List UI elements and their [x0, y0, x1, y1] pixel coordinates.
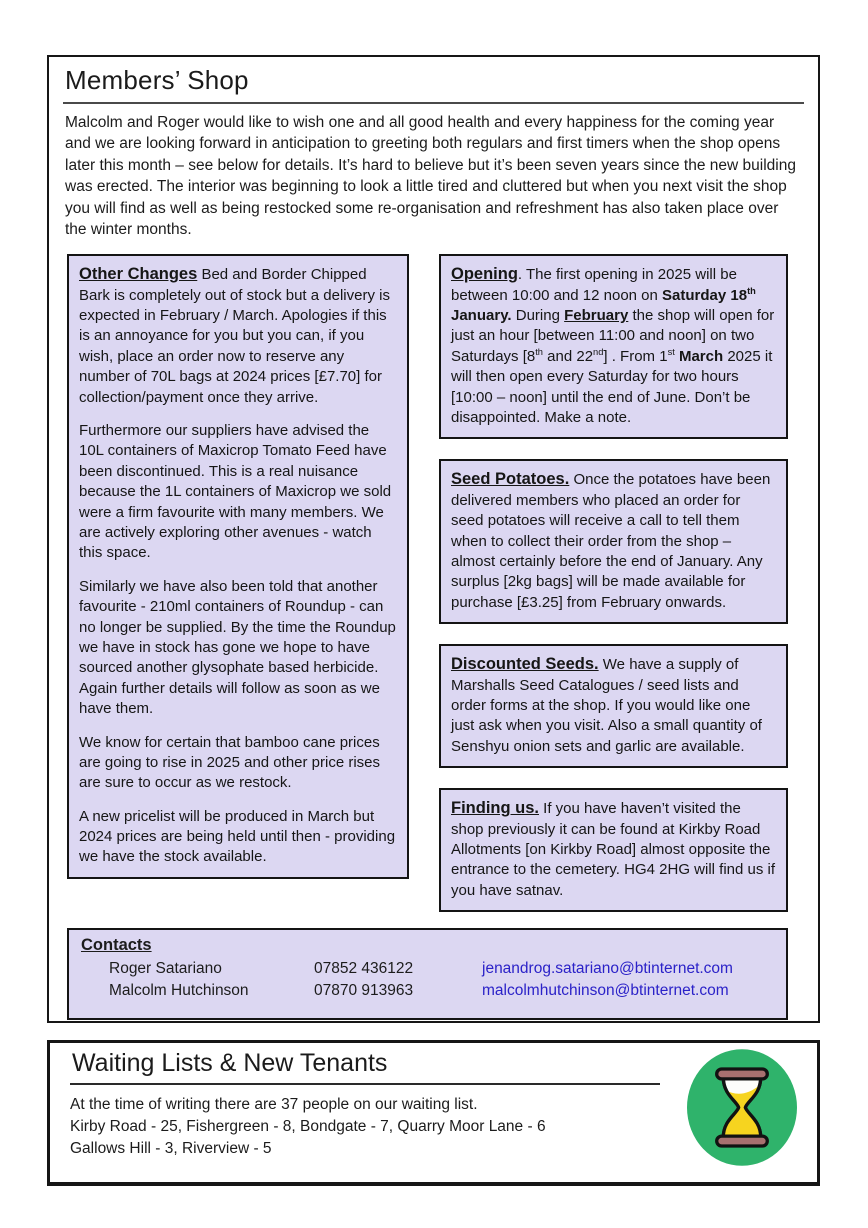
- paragraph: [451, 653, 776, 757]
- text-segment: . The first opening in 2025 will be between 10:00 and 12 noon on: [451, 266, 737, 304]
- waiting-list-line: Kirby Road - 25, Fishergreen - 8, Bondgate - 7, Quarry Moor Lane - 6: [70, 1118, 546, 1135]
- waiting-lists-title: Waiting Lists & New Tenants: [72, 1049, 388, 1077]
- paragraph: [451, 468, 776, 613]
- text-segment: th: [535, 346, 543, 357]
- contacts-box: [67, 928, 788, 1020]
- box-heading: Other Changes: [79, 265, 198, 284]
- email-link[interactable]: jenandrog.satariano@btinternet.com: [482, 960, 733, 978]
- right-column: [439, 254, 788, 912]
- paragraph: [79, 807, 397, 868]
- waiting-list-line: Gallows Hill - 3, Riverview - 5: [70, 1140, 272, 1157]
- hourglass-icon: [687, 1049, 797, 1166]
- text-segment: st: [667, 346, 675, 357]
- paragraph: [79, 733, 397, 794]
- text-segment: Bed and Border Chipped Bark is completely out of stock but a delivery is expected in February / March. Apologies if this is an annoyance for you but you can, if you wish, place an order now to reserve any number of 70L bags at 2024 prices [£7.70] for collection/payment once they arrive.: [79, 266, 390, 406]
- waiting-list-line: At the time of writing there are 37 people on our waiting list.: [70, 1096, 478, 1113]
- text-segment: If you have haven’t visited the shop previously it can be found at Kirkby Road Allotments [on Kirkby Road] almost opposite the entrance to the cemetery. HG4 2HG will find us if you have satnav.: [451, 800, 776, 899]
- text-segment: We have a supply of Marshalls Seed Catalogues / seed lists and order forms at the shop. If you would like one just ask when you visit. Also a small quantity of Senshyu onion sets and garlic are available.: [451, 656, 762, 755]
- contact-name: Roger Satariano: [109, 960, 222, 978]
- left-column: [67, 254, 409, 879]
- text-segment: During: [511, 307, 565, 325]
- text-segment: the shop will open for just an hour [between 11:00 and noon] on two Saturdays [8: [451, 307, 775, 365]
- finding-us-box: [439, 788, 788, 912]
- text-segment: and 22: [542, 347, 594, 365]
- text-segment: 2025 it will then open every Saturday for two hours [10:00 – noon] until the end of June. Don’t be disappointed. Make a note.: [451, 347, 773, 427]
- waiting-lists-section: [47, 1040, 820, 1186]
- discounted-seeds-box: [439, 644, 788, 768]
- contacts-heading: Contacts: [81, 936, 152, 955]
- text-segment: March: [678, 347, 724, 365]
- box-heading: Finding us.: [451, 799, 539, 818]
- contact-row: [81, 980, 774, 1002]
- paragraph: [79, 263, 397, 408]
- text-segment: A new pricelist will be produced in March but 2024 prices are being held until then - providing we have the stock available.: [79, 807, 396, 866]
- paragraph: [451, 797, 776, 901]
- members-shop-section: [47, 55, 820, 1023]
- other-changes-box: [67, 254, 409, 879]
- contact-phone: 07852 436122: [314, 960, 414, 978]
- contact-name: Malcolm Hutchinson: [109, 982, 249, 1000]
- text-segment: ] . From 1: [603, 347, 668, 365]
- contact-rows: [81, 958, 774, 1002]
- text-segment: Once the potatoes have been delivered members who placed an order for seed potatoes will receive a call to tell them when to collect their order from the shop – almost certainly before the end of January. Any surplus [2kg bags] will be made available for purchase [£3.25] from February onwards.: [451, 471, 771, 611]
- opening-box: [439, 254, 788, 439]
- box-heading: Seed Potatoes.: [451, 470, 570, 489]
- text-segment: Saturday 18: [662, 286, 748, 304]
- text-segment: Furthermore our suppliers have advised the 10L containers of Maxicrop Tomato Feed have been discontinued. This is a real nuisance because the 1L containers of Maxicrop we sold were a firm favourite with many members. We are actively exploring other avenues - watch this space.: [79, 422, 392, 562]
- paragraph: [79, 577, 397, 720]
- text-segment: February: [564, 307, 629, 325]
- box-heading: Opening: [451, 265, 518, 284]
- email-link[interactable]: malcolmhutchinson@btinternet.com: [482, 982, 729, 1000]
- title-rule: [63, 102, 804, 104]
- page-title: Members’ Shop: [65, 65, 249, 95]
- intro-paragraph: Malcolm and Roger would like to wish one and all good health and every happiness for the coming year and we are looking forward in anticipation to greeting both regulars and first timers when the shop opens later this month – see below for details. It’s hard to believe but it’s been seven years since the new building was erected. The interior was beginning to look a little tired and cluttered but when you next visit the shop you will find as well as being restocked some re-organisation and refreshment has also taken place over the winter months.: [65, 114, 796, 238]
- text-segment: Similarly we have also been told that another favourite - 210ml containers of Roundup - can no longer be supplied. By the time the Roundup we have in stock has gone we hope to have sourced another glysophate based herbicide. Again further details will follow as soon as we have them.: [79, 577, 396, 718]
- paragraph: [451, 263, 776, 428]
- text-segment: th: [747, 285, 756, 296]
- contact-row: [81, 958, 774, 980]
- text-segment: January.: [451, 307, 512, 325]
- box-heading: Discounted Seeds.: [451, 655, 599, 674]
- two-column-layout: [67, 254, 804, 912]
- waiting-title-rule: [70, 1083, 660, 1085]
- paragraph: [79, 421, 397, 564]
- text-segment: We know for certain that bamboo cane prices are going to rise in 2025 and other price rises are sure to occur as we restock.: [79, 733, 381, 792]
- seed-potatoes-box: [439, 459, 788, 624]
- contact-phone: 07870 913963: [314, 982, 414, 1000]
- text-segment: nd: [593, 346, 604, 357]
